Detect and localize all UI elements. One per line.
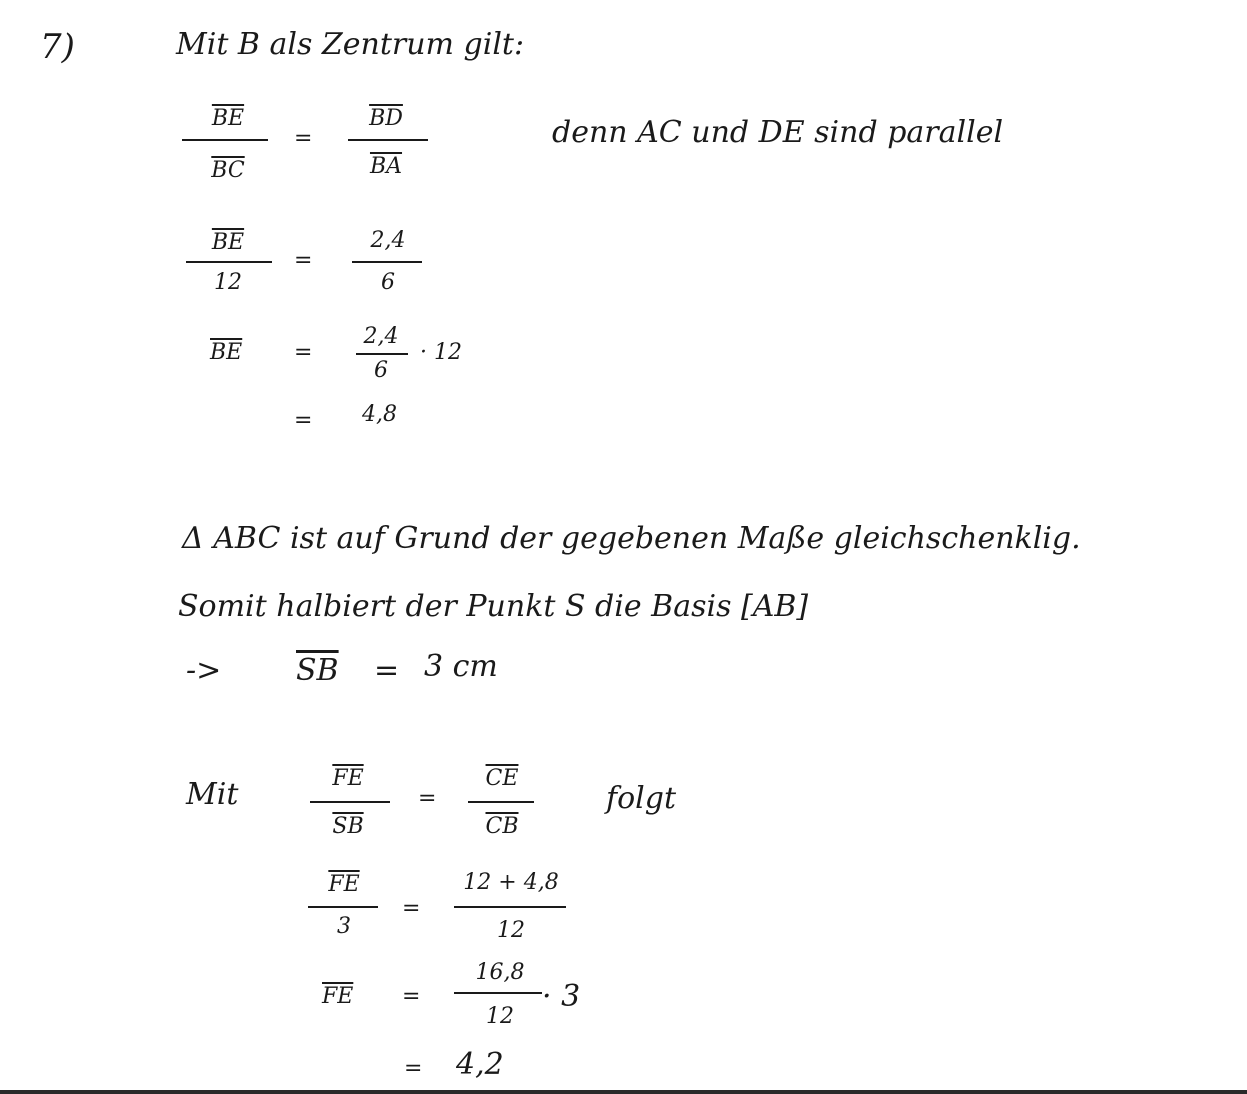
fraction-bar [186,261,272,263]
fraction-bar [454,992,542,994]
fraction-numerator: 12 + 4,8 [463,870,559,895]
equals-sign: = [418,786,437,811]
fraction-denominator: $\overline{SB}$ [332,814,364,839]
equals-sign: = [374,653,400,688]
fraction-bar [356,353,408,355]
equals-sign: = [404,1056,423,1081]
mit-word: Mit [186,777,239,812]
fraction-numerator: $\overline{BE}$ [211,106,245,131]
result-value: 4,2 [456,1047,504,1082]
segment-length: 3 cm [424,649,498,684]
equals-sign: = [294,126,313,151]
problem-number: 7) [40,27,75,67]
equals-sign: = [294,248,313,273]
fraction-denominator: 6 [381,270,395,295]
fraction-denominator: $\overline{BA}$ [369,154,403,179]
fraction-bar [310,801,390,803]
arrow-symbol: -> [186,653,222,688]
fraction-denominator: 12 [486,1004,514,1029]
equals-sign: = [294,340,313,365]
fraction-numerator: $\overline{CE}$ [485,766,519,791]
isosceles-statement: Δ ABC ist auf Grund der gegebenen Maße gleichschenklig. [182,521,1081,556]
fraction-numerator: $\overline{BE}$ [211,230,245,255]
midpoint-statement: Somit halbiert der Punkt S die Basis [AB] [178,589,809,624]
fraction-denominator: $\overline{CB}$ [485,814,519,839]
equals-sign: = [402,896,421,921]
fraction-numerator: $\overline{BD}$ [369,106,403,131]
fraction-numerator: $\overline{FE}$ [332,766,364,791]
fraction-numerator: 2,4 [363,324,399,349]
page-bottom-edge [0,1090,1247,1094]
equation-lhs: $\overline{FE}$ [322,984,354,1009]
multiplier: · 3 [542,979,581,1014]
result-value: 4,8 [362,402,397,427]
reason-text: denn AC und DE sind parallel [552,115,1004,150]
fraction-denominator: 12 [214,270,242,295]
fraction-bar [454,906,566,908]
intro-line: Mit B als Zentrum gilt: [176,27,525,62]
equation-lhs: $\overline{BE}$ [210,340,243,365]
fraction-bar [468,801,534,803]
fraction-denominator: $\overline{BC}$ [211,158,245,183]
equals-sign: = [402,984,421,1009]
fraction-numerator: 16,8 [475,960,525,985]
fraction-denominator: 3 [337,914,351,939]
fraction-denominator: 12 [497,918,525,943]
fraction-bar [348,139,428,141]
fraction-denominator: 6 [374,358,388,383]
folgt-word: folgt [606,781,677,816]
multiplier: · 12 [420,340,462,365]
segment-label: $\overline{SB}$ [296,653,339,688]
fraction-bar [308,906,378,908]
fraction-numerator: $\overline{FE}$ [328,872,360,897]
equals-sign: = [294,408,313,433]
fraction-numerator: 2,4 [370,228,406,253]
fraction-bar [182,139,268,141]
fraction-bar [352,261,422,263]
